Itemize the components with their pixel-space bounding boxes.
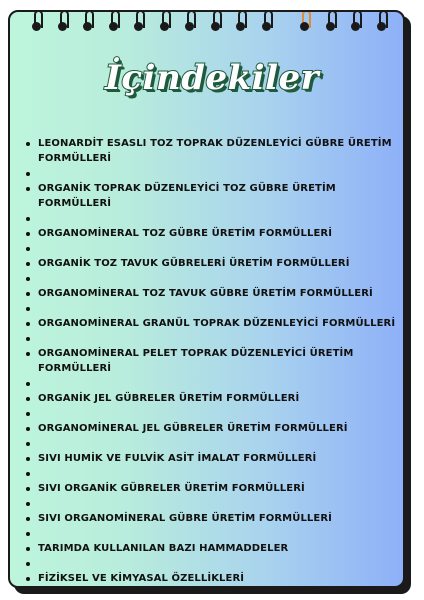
- spiral-ring-icon: [236, 12, 246, 32]
- page-title: İçindekiler: [104, 58, 320, 98]
- spiral-ring-icon: [58, 12, 68, 32]
- list-item: ORGANİK TOPRAK DÜZENLEYİCİ TOZ GÜBRE ÜRETİM FORMÜLLERİ: [24, 181, 404, 211]
- list-item: ORGANOMİNERAL TOZ TAVUK GÜBRE ÜRETİM FORMÜLLERİ: [24, 286, 404, 301]
- list-item-blank: [24, 241, 404, 256]
- list-item-blank: [24, 436, 404, 451]
- list-item: SIVI ORGANOMİNERAL GÜBRE ÜRETİM FORMÜLLERİ: [24, 511, 404, 526]
- table-of-contents: [24, 136, 404, 586]
- spiral-ring-icon: [326, 12, 336, 32]
- list-item-blank: [24, 301, 404, 316]
- spiral-ring-icon: [211, 12, 221, 32]
- list-item-blank: [24, 166, 404, 181]
- spiral-ring-icon: [109, 12, 119, 32]
- spiral-ring-icon: [262, 12, 272, 32]
- spiral-ring-icon: [300, 12, 310, 32]
- spiral-ring-icon: [134, 12, 144, 32]
- spiral-ring-icon: [83, 12, 93, 32]
- list-item-blank: [24, 556, 404, 571]
- spiral-binding: [32, 12, 405, 36]
- list-item: ORGANOMİNERAL GRANÜL TOPRAK DÜZENLEYİCİ FORMÜLLERİ: [24, 316, 404, 331]
- list-item: SIVI ORGANİK GÜBRELER ÜRETİM FORMÜLLERİ: [24, 481, 404, 496]
- list-item: SIVI HUMİK VE FULVİK ASİT İMALAT FORMÜLLERİ: [24, 451, 404, 466]
- list-item-blank: [24, 331, 404, 346]
- spiral-ring-icon: [351, 12, 361, 32]
- list-item: FİZİKSEL VE KİMYASAL ÖZELLİKLERİ: [24, 571, 404, 586]
- list-item-blank: [24, 211, 404, 226]
- spiral-ring-icon: [377, 12, 387, 32]
- list-item: ORGANİK JEL GÜBRELER ÜRETİM FORMÜLLERİ: [24, 391, 404, 406]
- list-item: ORGANOMİNERAL TOZ GÜBRE ÜRETİM FORMÜLLERİ: [24, 226, 404, 241]
- list-item-blank: [24, 466, 404, 481]
- list-item-blank: [24, 496, 404, 511]
- list-item: TARIMDA KULLANILAN BAZI HAMMADDELER: [24, 541, 404, 556]
- list-item-blank: [24, 406, 404, 421]
- list-item-blank: [24, 526, 404, 541]
- list-item-blank: [24, 376, 404, 391]
- spiral-ring-icon: [185, 12, 195, 32]
- list-item-blank: [24, 271, 404, 286]
- list-item: ORGANİK TOZ TAVUK GÜBRELERİ ÜRETİM FORMÜLLERİ: [24, 256, 404, 271]
- spiral-ring-icon: [160, 12, 170, 32]
- list-item: ORGANOMİNERAL JEL GÜBRELER ÜRETİM FORMÜLLERİ: [24, 421, 404, 436]
- spiral-ring-icon: [32, 12, 42, 32]
- list-item: ORGANOMİNERAL PELET TOPRAK DÜZENLEYİCİ ÜRETİM FORMÜLLERİ: [24, 346, 404, 376]
- list-item: LEONARDİT ESASLI TOZ TOPRAK DÜZENLEYİCİ GÜBRE ÜRETİM FORMÜLLERİ: [24, 136, 404, 166]
